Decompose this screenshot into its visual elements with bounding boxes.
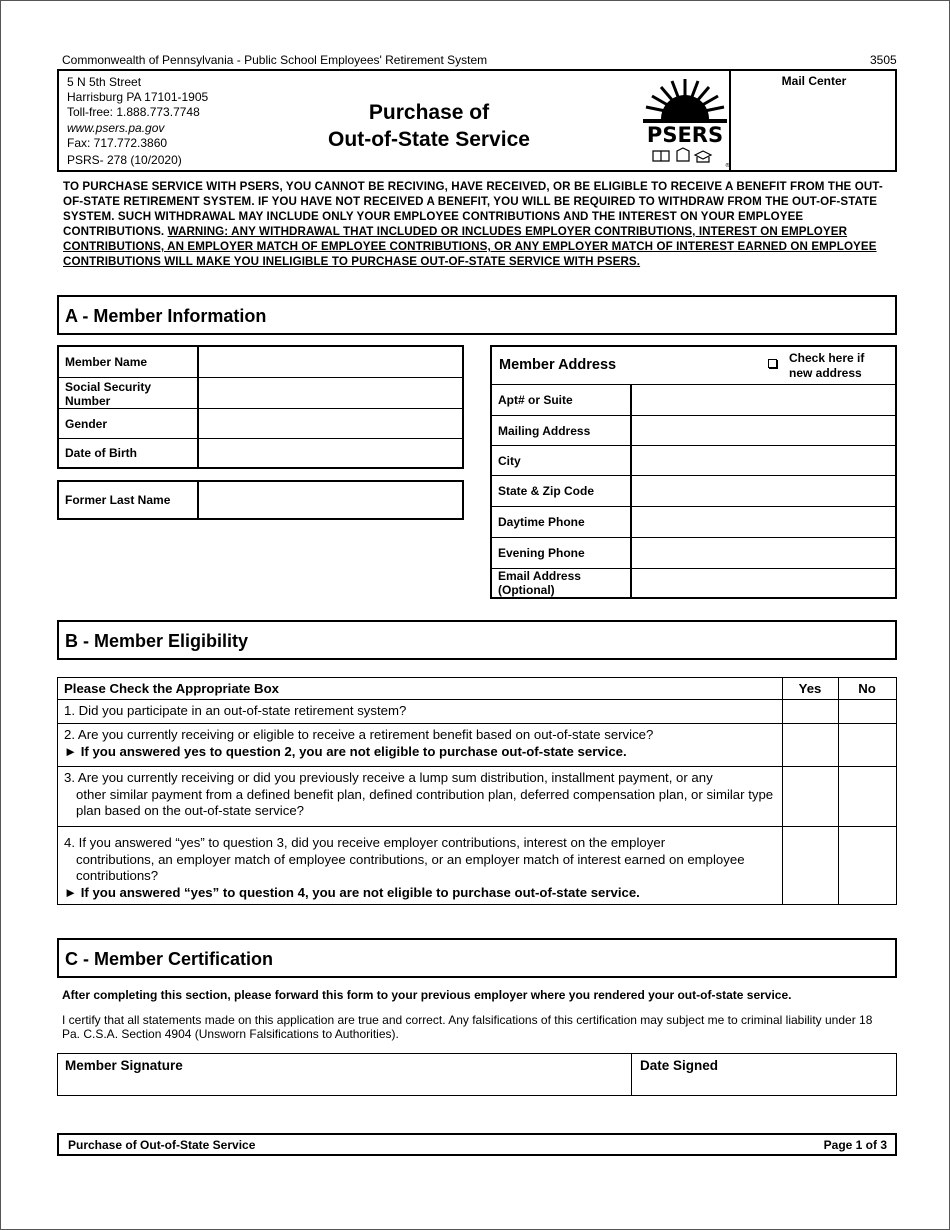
q4-yes-box[interactable] [784, 827, 838, 904]
form-header [57, 69, 897, 172]
ssn-label: Social Security Number [65, 380, 152, 408]
question-2 [64, 727, 779, 760]
question-3-line1: 3. Are you currently receiving or did you previously receive a lump sum distribution, installment payment, or any [64, 770, 713, 785]
website-link[interactable]: www.psers.pa.gov [67, 120, 165, 135]
form-id: PSRS- 278 (10/2020) [67, 153, 182, 168]
state-zip-row [492, 476, 895, 507]
evening-phone-label: Evening Phone [498, 546, 585, 560]
title-line2: Out-of-State Service [328, 128, 530, 151]
former-name-table [57, 480, 464, 520]
q2-no-box[interactable] [840, 724, 896, 766]
question-3 [64, 770, 779, 820]
q1-yes-box[interactable] [784, 700, 838, 723]
question-4-row [58, 827, 896, 904]
warning-underlined: WARNING: ANY WITHDRAWAL THAT INCLUDED OR INCLUDES EMPLOYER CONTRIBUTIONS, INTEREST ON EMPLOYER CONTRIBUTIONS, AN EMPLOYER MATCH OF EMPLOYEE CONTRIBUTIONS, OR ANY EMPLOYER MATCH OF INTEREST EARNED ON EMPLOYEE CONTRIBUTIONS WILL MAKE YOU INELIGIBLE TO PURCHASE OUT-OF-STATE SERVICE WITH PSERS. [63, 225, 877, 268]
apt-row [492, 385, 895, 416]
member-address-table [490, 345, 897, 599]
apt-input[interactable] [632, 385, 895, 415]
question-4-line2: contributions, an employer match of employee contributions, or an employer match of interest earned on employee contributions? [76, 851, 745, 883]
question-1-row [58, 700, 896, 724]
eligibility-header-row [58, 678, 896, 700]
q3-no-box[interactable] [840, 767, 896, 826]
apt-label: Apt# or Suite [498, 393, 573, 407]
dob-label: Date of Birth [65, 446, 137, 460]
city-row [492, 446, 895, 476]
yes-column-header: Yes [798, 681, 822, 696]
question-4 [64, 835, 779, 901]
title-line1: Purchase of [368, 101, 490, 124]
address-header-row [492, 347, 895, 385]
member-name-input[interactable] [199, 347, 462, 377]
form-number: 3505 [870, 53, 897, 67]
new-address-label: Check here if new address [789, 351, 865, 380]
question-1: 1. Did you participate in an out-of-state retirement system? [64, 703, 407, 718]
eligibility-table [57, 677, 897, 905]
city-label: City [498, 454, 521, 468]
q1-no-box[interactable] [840, 700, 896, 723]
mail-center-box [729, 71, 897, 170]
member-name-row [59, 347, 462, 378]
gender-label: Gender [65, 417, 108, 431]
sunburst-icon [639, 75, 731, 171]
day-phone-row [492, 507, 895, 538]
address-line2: Harrisburg PA 17101-1905 [67, 90, 209, 105]
question-4-line1: 4. If you answered “yes” to question 3, did you receive employer contributions, interest on the employer [64, 835, 666, 850]
evening-phone-input[interactable] [632, 538, 895, 568]
logo-text: PSERS [646, 123, 724, 147]
member-signature-label: Member Signature [65, 1058, 183, 1073]
svg-text:®: ® [725, 163, 730, 169]
section-a-heading: A - Member Information [57, 295, 897, 335]
address-line1: 5 N 5th Street [67, 75, 142, 89]
no-column-header: No [858, 681, 876, 696]
ssn-input[interactable] [199, 378, 462, 408]
dob-input[interactable] [199, 439, 462, 467]
question-2-note: ► If you answered yes to question 2, you are not eligible to purchase out-of-state service. [64, 743, 627, 759]
eligibility-warning [63, 179, 889, 269]
gender-row [59, 409, 462, 439]
new-address-checkbox[interactable] [768, 355, 777, 373]
mailing-row [492, 416, 895, 446]
fax-number: Fax: 717.772.3860 [67, 135, 168, 150]
dob-row [59, 439, 462, 467]
member-info-table [57, 345, 464, 469]
question-4-note: ► If you answered “yes” to question 4, you are not eligible to purchase out-of-state service. [64, 884, 640, 900]
mailing-address-label: Mailing Address [498, 424, 591, 438]
daytime-phone-input[interactable] [632, 507, 895, 537]
agency-address [67, 75, 208, 168]
certification-instruction: After completing this section, please forward this form to your previous employer where you rendered your out-of-state service. [62, 988, 792, 1002]
tollfree-phone: Toll-free: 1.888.773.7748 [67, 105, 200, 120]
member-address-label: Member Address [499, 357, 617, 373]
footer-form-title: Purchase of Out-of-State Service [68, 1138, 256, 1152]
question-3-row [58, 767, 896, 827]
eve-phone-row [492, 538, 895, 569]
question-2-row [58, 724, 896, 767]
question-4-note-text: If you answered “yes” to question 4, you are not eligible to purchase out-of-state service. [80, 884, 640, 900]
former-last-name-label: Former Last Name [65, 493, 171, 507]
member-name-label: Member Name [65, 355, 148, 369]
city-input[interactable] [632, 446, 895, 475]
email-row [492, 569, 895, 597]
question-2-note-text: If you answered yes to question 2, you are not eligible to purchase out-of-state service. [80, 743, 627, 759]
email-label: Email Address (Optional) [498, 569, 581, 597]
agency-name: Commonwealth of Pennsylvania - Public School Employees' Retirement System [62, 53, 488, 67]
question-2-text: 2. Are you currently receiving or eligible to receive a retirement benefit based on out-of-state service? [64, 727, 654, 742]
state-zip-input[interactable] [632, 476, 895, 506]
page-footer [57, 1133, 897, 1156]
ssn-row [59, 378, 462, 409]
date-signed-label: Date Signed [640, 1058, 719, 1073]
email-input[interactable] [632, 569, 895, 597]
section-b-heading: B - Member Eligibility [57, 620, 897, 660]
mail-center-label: Mail Center [781, 74, 847, 88]
mailing-address-input[interactable] [632, 416, 895, 445]
warning-intro: TO PURCHASE SERVICE WITH PSERS, YOU CANNOT BE RECIVING, HAVE RECEIVED, OR BE ELIGIBLE TO RECEIVE A BENEFIT FROM THE OUT-OF-STATE RETIREMENT SYSTEM. IF YOU HAVE NOT RECEIVED A BENEFIT, YOU WILL BE REQUIRED TO WITHDRAW FROM THE OUT-OF-STATE SYSTEM. SUCH WITHDRAWAL MAY INCLUDE ONLY YOUR EMPLOYEE CONTRIBUTIONS AND THE INTEREST ON YOUR EMPLOYEE CONTRIBUTIONS. [63, 180, 883, 238]
form-title [309, 99, 549, 153]
state-zip-label: State & Zip Code [498, 484, 595, 498]
date-signed-field[interactable] [634, 1076, 894, 1094]
psers-logo [639, 75, 731, 171]
q3-yes-box[interactable] [784, 767, 838, 826]
signature-table [57, 1053, 897, 1096]
former-last-name-input[interactable] [199, 482, 462, 518]
q4-no-box[interactable] [840, 827, 896, 904]
member-signature-field[interactable] [60, 1076, 628, 1094]
eligibility-header-label: Please Check the Appropriate Box [64, 681, 279, 696]
section-c-heading: C - Member Certification [57, 938, 897, 978]
certification-statement: I certify that all statements made on this application are true and correct. Any falsifications of this certification may subject me to criminal liability under 18 Pa. C.S.A. Section 4904 (Unsworn Falsifications to Authorities). [62, 1013, 873, 1041]
daytime-phone-label: Daytime Phone [498, 515, 585, 529]
gender-input[interactable] [199, 409, 462, 438]
page-number: Page 1 of 3 [823, 1138, 887, 1152]
question-3-line2: other similar payment from a defined benefit plan, defined contribution plan, deferred compensation plan, or similar type plan based on the out-of-state service? [76, 786, 774, 818]
q2-yes-box[interactable] [784, 724, 838, 766]
